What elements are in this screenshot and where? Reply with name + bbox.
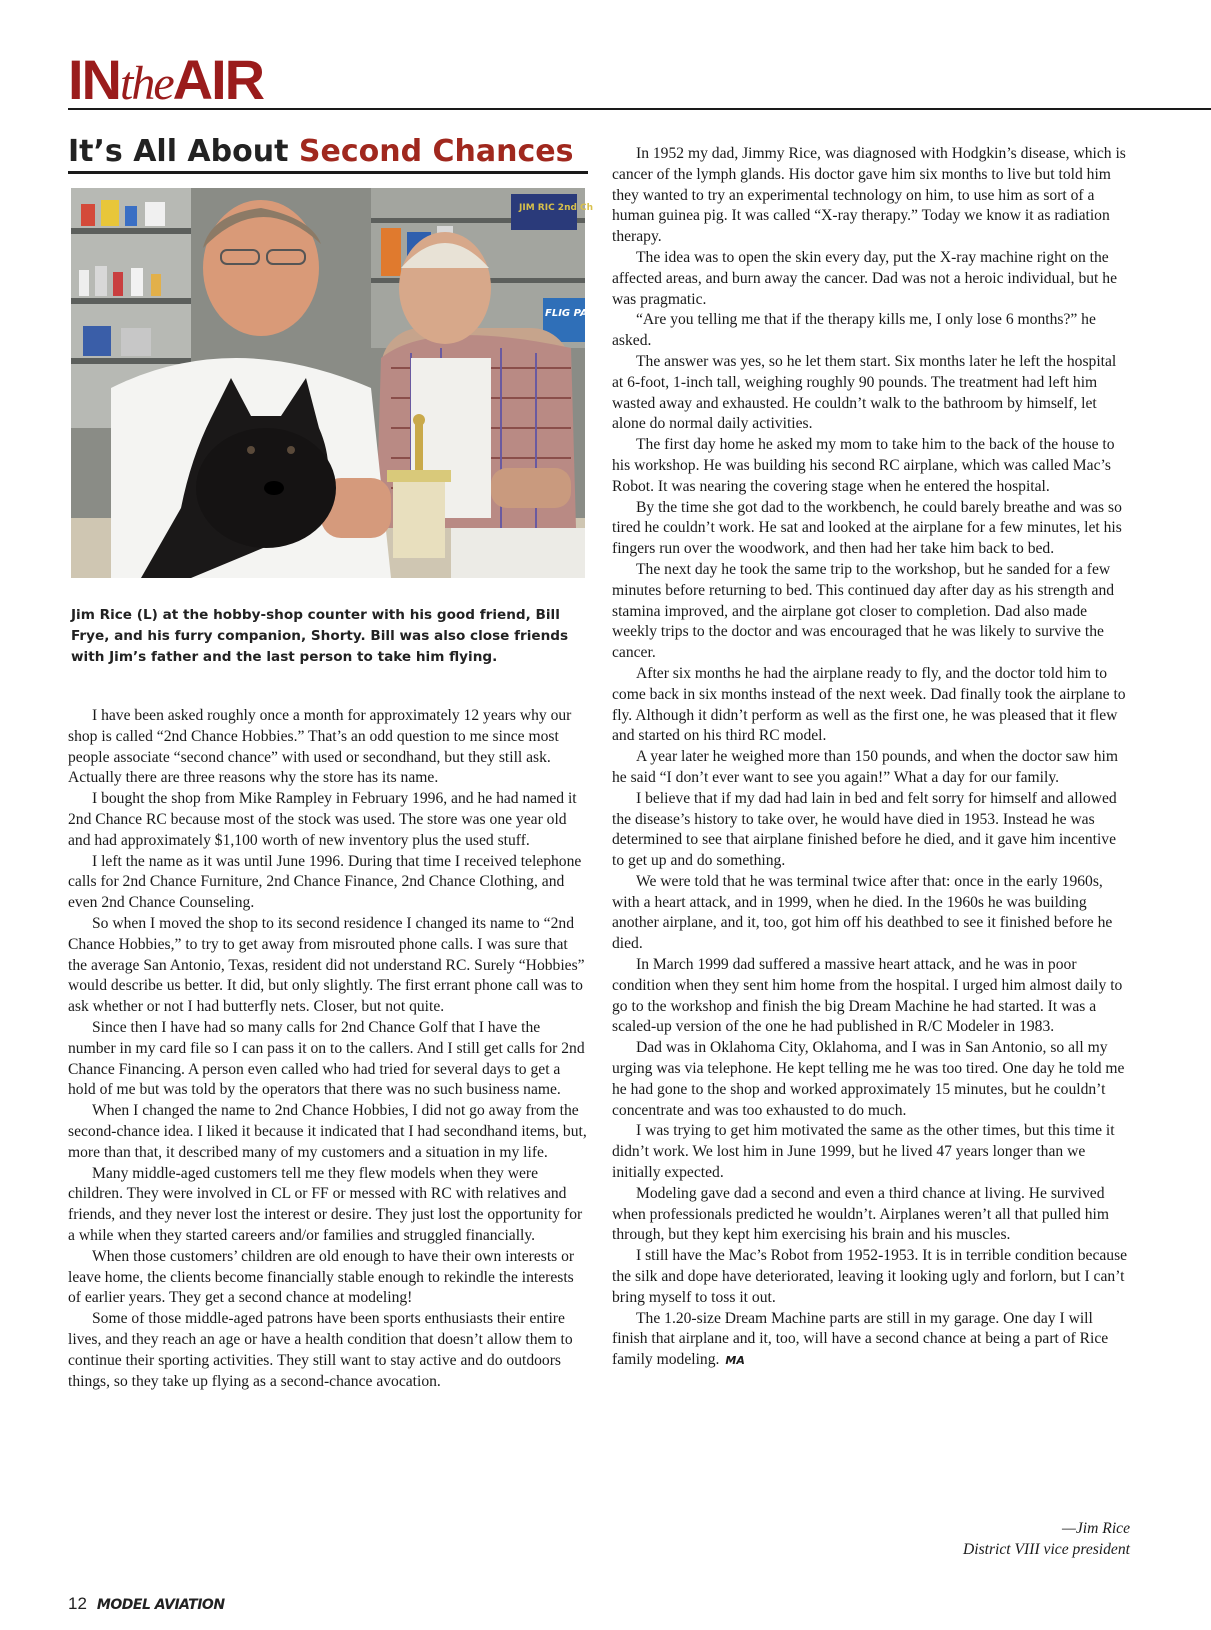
author-signature bbox=[612, 1519, 1130, 1561]
paragraph: The first day home he asked my mom to take him to the back of the house to his workshop. He was building his second RC airplane, which was called Mac’s Robot. It was nearing the covering stage when he entered the hospital. bbox=[612, 436, 1115, 495]
paragraph: I believe that if my dad had lain in bed and felt sorry for himself and allowed the disease’s history to take over, he would have died in 1953. Instead he was determined to see that airplane finished before he died, and it gave him incentive to get up and do something. bbox=[612, 789, 1117, 870]
paragraph: Modeling gave dad a second and even a third chance at living. He survived when professionals predicted he wouldn’t. Airplanes weren’t all that pulled him through, but they kept him exercising his brain and his muscles. bbox=[612, 1184, 1110, 1244]
paragraph-final bbox=[612, 1309, 1130, 1372]
paragraph: In March 1999 dad suffered a massive heart attack, and he was in poor condition when they sent him home from the hospital. I urged him almost daily to go to the workshop and finish the big Dream Machine he had started. It was a scaled-up version of the one he had published in R/C Modeler in 1983. bbox=[612, 956, 1123, 1036]
paragraph: We were told that he was terminal twice after that: once in the early 1960s, with a heart attack, and in 1999, when he died. In the 1960s he was building another airplane, and it, too, got him off his deathbed to see it finished before he died. bbox=[612, 872, 1113, 953]
photo-caption: Jim Rice (L) at the hobby-shop counter with his good friend, Bill Frye, and his furry companion, Shorty. Bill was also close friends with Jim’s father and the last person to take him flying. bbox=[71, 607, 569, 665]
paragraph: When I changed the name to 2nd Chance Hobbies, I did not go away from the second-chance idea. I liked it because it indicated that I had secondhand items, but, more than that, it described many of my customers and a situation in my life. bbox=[68, 1102, 587, 1161]
paragraph: A year later he weighed more than 150 pounds, and when the doctor saw him he said “I don’t ever want to see you again!” What a day for our family. bbox=[612, 748, 1118, 786]
paragraph: The next day he took the same trip to the workshop, but he sanded for a few minutes before returning to bed. This continued day after day as his strength and stamina improved, and the airplane got closer to completion. Dad also made weekly trips to the doctor and was encouraged that he was likely to survive the cancer. bbox=[612, 560, 1115, 662]
paragraph: I left the name as it was until June 1996. During that time I received telephone calls for 2nd Chance Furniture, 2nd Chance Finance, 2nd Chance Clothing, and even 2nd Chance Counseling. bbox=[68, 852, 582, 912]
paragraph: By the time she got dad to the workbench, he could barely breathe and was so tired he couldn’t work. He sat and looked at the airplane for a few minutes, let his fingers run over the woodwork, and then had her take him back to bed. bbox=[612, 498, 1122, 558]
paragraph: The answer was yes, so he let them start. Six months later he left the hospital at 6-foot, 1-inch tall, weighing roughly 90 pounds. The treatment had left him wasted away and exhausted. He couldn’t walk to the bathroom by himself, let alone do normal daily activities. bbox=[612, 352, 1117, 433]
author-title: District VIII vice president bbox=[962, 1540, 1130, 1558]
section-title-in: IN bbox=[68, 48, 120, 111]
paragraph: Some of those middle-aged patrons have been sports enthusiasts their entire lives, and they reach an age or have a health condition that doesn’t allow them to continue their sporting activities. They still want to stay active and do outdoors things, so they take up flying as a second-chance avocation. bbox=[68, 1310, 573, 1390]
paragraph: I was trying to get him motivated the same as the other times, but this time it didn’t work. We lost him in June 1999, but he lived 47 years longer than we initially expected. bbox=[612, 1122, 1115, 1182]
article-column-right bbox=[612, 144, 1130, 1372]
hobby-shop-photo bbox=[71, 188, 595, 578]
author-name: —Jim Rice bbox=[1062, 1520, 1130, 1537]
paragraph: The idea was to open the skin every day, put the X-ray machine right on the affected areas, and burn away the cancer. Dad was not a heroic individual, but he was pragmatic. bbox=[612, 248, 1117, 308]
magazine-name: MODEL AVIATION bbox=[96, 1597, 225, 1613]
final-paragraph-text: The 1.20-size Dream Machine parts are still in my garage. One day I will finish that airplane and it, too, will have a second chance at being a part of Rice family modeling. bbox=[612, 1309, 1109, 1369]
paragraph: Dad was in Oklahoma City, Oklahoma, and I was in San Antonio, so all my urging was via telephone. He kept telling me he was too tired. One day he told me he had gone to the shop and worked approximately 15 minutes, but he couldn’t concentrate and was too exhausted to do much. bbox=[612, 1039, 1125, 1119]
paragraph: I bought the shop from Mike Rampley in February 1996, and he had named it 2nd Chance RC because most of the stock was used. The store was one year old and had approximately $1,100 worth of new inventory plus the used stuff. bbox=[68, 790, 577, 849]
paragraph: Many middle-aged customers tell me they flew models when they were children. They were involved in CL or FF or messed with RC with relatives and friends, and they never lost the interest or desire. They just lost the opportunity for a while when they started careers and/or families and struggled financially. bbox=[68, 1164, 583, 1244]
photo-illustration bbox=[71, 188, 595, 578]
article-title-part2: Second Chances bbox=[298, 134, 574, 169]
paragraph: In 1952 my dad, Jimmy Rice, was diagnosed with Hodgkin’s disease, which is cancer of the lymph glands. His doctor gave him six months to live but told him they wanted to try an experimental technology on him, to use him as sort of a human guinea pig. It was called “X-ray therapy.” Today we know it as radiation therapy. bbox=[612, 145, 1126, 246]
paragraph: When those customers’ children are old enough to have their own interests or leave home, the clients become financially stable enough to rekindle the interests of earlier years. They get a second chance at modeling! bbox=[68, 1247, 575, 1307]
section-title bbox=[68, 48, 264, 111]
page-number: 12 bbox=[68, 1594, 87, 1613]
package-text: FLIG PAC bbox=[545, 308, 595, 319]
paragraph: “Are you telling me that if the therapy kills me, I only lose 6 months?” he asked. bbox=[612, 311, 1096, 350]
page-footer bbox=[68, 1594, 225, 1616]
article-title bbox=[68, 134, 588, 174]
end-mark: MA bbox=[725, 1354, 745, 1368]
section-header bbox=[68, 48, 1211, 110]
section-title-air: AIR bbox=[172, 48, 264, 111]
article-column-left bbox=[68, 706, 590, 1392]
paragraph: So when I moved the shop to its second residence I changed its name to “2nd Chance Hobbies,” to try to get away from misrouted phone calls. I was sure that the average San Antonio, Texas, resident did not understand RC. Surely “Hobbies” would describe us better. It did, but only slightly. The first errant phone call was to ask whether or not I had butterfly nets. Closer, but not quite. bbox=[68, 914, 585, 1016]
article-title-part1: It’s All About bbox=[68, 134, 299, 169]
wall-sign-text: JIM RIC 2nd Ch bbox=[519, 203, 594, 213]
paragraph: I still have the Mac’s Robot from 1952-1953. It is in terrible condition because the silk and dope have deteriorated, leaving it looking ugly and forlorn, but I can’t bring myself to toss it out. bbox=[612, 1247, 1128, 1306]
paragraph: I have been asked roughly once a month for approximately 12 years why our shop is called “2nd Chance Hobbies.” That’s an odd question to me since most people associate “second chance” with used or secondhand, but they still ask. Actually there are three reasons why the store has its name. bbox=[68, 707, 572, 787]
section-title-the: the bbox=[120, 57, 173, 110]
paragraph: After six months he had the airplane ready to fly, and the doctor told him to come back in six months instead of the next week. Dad finally took the airplane to fly. Although it didn’t perform as well as the first one, he was pleased that it flew and started on his third RC model. bbox=[612, 664, 1126, 745]
paragraph: Since then I have had so many calls for 2nd Chance Golf that I have the number in my card file so I can pass it on to the callers. And I still get calls for 2nd Chance Financing. A person even called who had tried for several days to get a hold of me but was told by the operators that there was no such business name. bbox=[68, 1018, 585, 1099]
